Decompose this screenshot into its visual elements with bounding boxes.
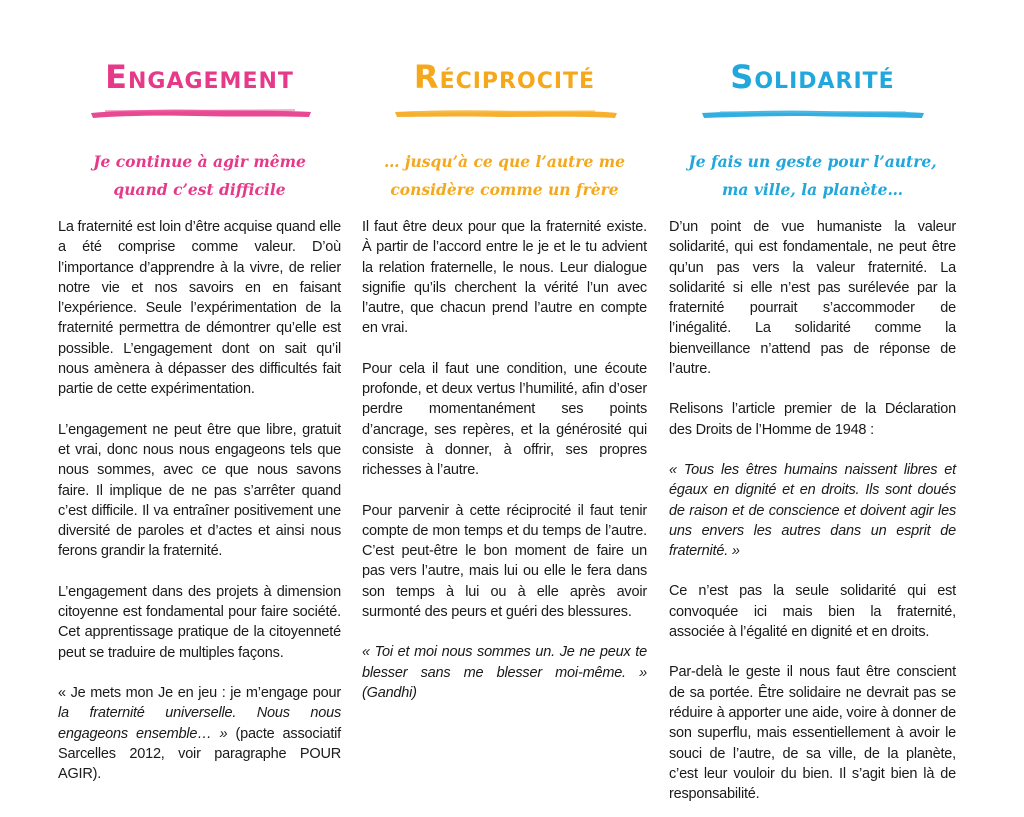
engagement-subtitle-line1: Je continue à agir même: [93, 152, 306, 171]
solidarite-subtitle-line1: Je fais un geste pour l’autre,: [688, 152, 937, 171]
engagement-body: [58, 217, 341, 784]
solidarite-title: Solidarité: [730, 58, 895, 96]
solidarite-paragraph-2: Relisons l’article premier de la Déclaration des Droits de l’Homme de 1948 :: [669, 401, 956, 438]
solidarite-column: [669, 0, 956, 817]
pink-brush-stroke-underline: [85, 104, 315, 122]
engagement-paragraph-3: L’engagement dans des projets à dimension citoyenne est fondamental pour faire société. Cet apprentissage pratique de la citoyenneté peut se traduire de multiples façons.: [58, 583, 341, 661]
solidarite-declaration-quote: « Tous les êtres humains naissent libres et égaux en dignité et en droits. Ils sont doués de raison et de conscience et doivent agir les uns envers les autres dans un esprit de fraternité. »: [669, 461, 956, 560]
engagement-quote-end: (pacte associatif Sarcelles 2012, voir paragraphe POUR AGIR).: [58, 725, 342, 783]
reciprocite-paragraph-2: Pour cela il faut une condition, une écoute profonde, et deux vertus l’humilité, afin d’oser perdre momentanément ses points d’ancrage, ses repères, et la générosité qui consiste à donner, à offrir, ses propres richesses à l’autre.: [362, 360, 647, 479]
reciprocite-paragraph-3: Pour parvenir à cette réciprocité il faut tenir compte de mon temps et du temps de l’autre. C’est peut-être le bon moment de faire un pas vers l’autre, mais lui ou elle le fera dans son temps à lui ou à elle après avoir surmonté des peurs et guéri des blessures.: [362, 502, 647, 621]
reciprocite-column: [362, 0, 647, 817]
engagement-quote-italic: la fraternité universelle. Nous nous engageons ensemble… »: [58, 705, 341, 742]
solidarite-subtitle-line2: ma ville, la planète…: [722, 180, 903, 199]
engagement-quote-start: « Je mets mon Je en jeu : je m’engage pour: [58, 684, 341, 701]
orange-brush-stroke-underline: [390, 104, 620, 122]
solidarite-body: [669, 217, 956, 804]
engagement-title: Engagement: [105, 58, 294, 96]
engagement-paragraph-2: L’engagement ne peut être que libre, gratuit et vrai, donc nous nous engageons tels que nous sommes, avec ce que nous savons faire. Il implique de ne pas s’arrêter quand c’est difficile. Il va entraîner positivement une diversité de paroles et d’actes et ainsi nous ferons grandir la fraternité.: [58, 421, 341, 560]
solidarite-paragraph-1: D’un point de vue humaniste la valeur solidarité, qui est fondamentale, ne peut être qu’un pas vers la valeur fraternité. La solidarité si elle n’est pas surélevée par la fraternité pourrait s’accommoder de l’inégalité. La solidarité comme la bienveillance n’attend pas de réponse de l’autre.: [669, 219, 956, 378]
engagement-paragraph-4: [58, 683, 341, 784]
engagement-paragraph-1: La fraternité est loin d’être acquise quand elle a été comprise comme valeur. D’où l’importance d’apprendre à la vivre, de relier notre vie et nos savoirs en en faisant l’expérience. Seule l’expérimentation de la fraternité permettra de démontrer qu’elle est possible. L’engagement dont on sait qu’il nous amènera à dépasser des difficultés fait partie de cette expérimentation.: [58, 219, 342, 398]
reciprocite-body: [362, 217, 647, 703]
reciprocite-title: Réciprocité: [413, 58, 596, 96]
engagement-column: [58, 0, 341, 817]
solidarite-subtitle: [669, 148, 956, 204]
engagement-subtitle-line2: quand c’est difficile: [113, 180, 286, 199]
engagement-subtitle: [58, 148, 341, 204]
reciprocite-subtitle-line1: … jusqu’à ce que l’autre me: [384, 152, 625, 171]
solidarite-paragraph-4: Par-delà le geste il nous faut être conscient de sa portée. Être solidaire ne devrait pas se réduire à apporter une aide, voire à donner de son superflu, mais essentiellement à avoir le souci de l’autre, de sa ville, de la planète, c’est leur vouloir du bien. Il s’agit bien là de responsabilité.: [669, 664, 956, 803]
reciprocite-paragraph-1: Il faut être deux pour que la fraternité existe. À partir de l’accord entre le je et le tu advient la relation fraternelle, le nous. Leur dialogue signifie qu’ils cherchent la vérité l’un avec l’autre, que chacun prend l’autre en compte en vrai.: [362, 219, 647, 337]
blue-brush-stroke-underline: [698, 104, 928, 122]
solidarite-paragraph-3: Ce n’est pas la seule solidarité qui est convoquée ici mais bien la fraternité, associée à l’égalité en dignité et en droits.: [669, 583, 956, 641]
reciprocite-gandhi-quote: « Toi et moi nous sommes un. Je ne peux te blesser sans me blesser moi-même. » (Gandhi): [362, 644, 647, 701]
reciprocite-subtitle-line2: considère comme un frère: [390, 180, 619, 199]
reciprocite-subtitle: [362, 148, 647, 204]
